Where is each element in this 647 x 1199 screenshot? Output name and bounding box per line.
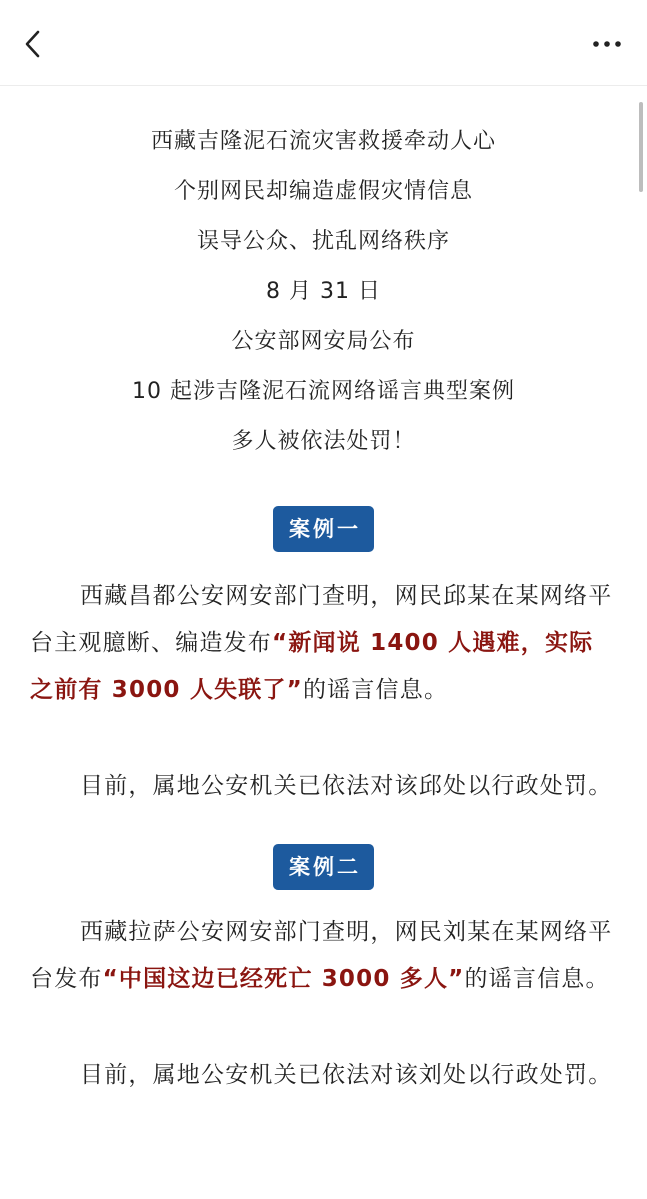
- chevron-left-icon: [18, 28, 48, 60]
- case-badge: 案例一: [273, 506, 374, 552]
- case-paragraph: [30, 909, 615, 1003]
- penalty-paragraph: 目前，属地公安机关已依法对该邱处以行政处罚。: [80, 773, 613, 799]
- rumor-quote: “新闻说 1400 人遇难，实际之前有 3000 人失联了”: [30, 630, 594, 703]
- case-paragraph: [30, 573, 615, 714]
- penalty-paragraph: 目前，属地公安机关已依法对该刘处以行政处罚。: [80, 1062, 613, 1088]
- rumor-quote: “中国这边已经死亡 3000 多人”: [102, 966, 465, 992]
- headline-line: 多人被依法处罚！: [231, 429, 416, 454]
- more-options-button[interactable]: [591, 34, 623, 54]
- case-section: [0, 844, 647, 890]
- headline-line: 10 起涉吉隆泥石流网络谣言典型案例: [132, 379, 515, 404]
- case-text: 的谣言信息。: [302, 677, 449, 703]
- more-dots-icon: [591, 34, 623, 54]
- article-headline: [0, 117, 647, 467]
- headline-line: 公安部网安局公布: [231, 329, 416, 354]
- case-section: [0, 506, 647, 552]
- headline-date: 8 月 31 日: [266, 279, 381, 304]
- case-badge: 案例二: [273, 844, 374, 890]
- case-text: 西藏拉萨公安网安部门查明，网民刘某在某网络平台发布: [30, 919, 613, 992]
- back-button[interactable]: [18, 28, 48, 60]
- headline-line: 误导公众、扰乱网络秩序: [196, 229, 450, 254]
- case-text: 的谣言信息。: [464, 966, 610, 992]
- top-nav-bar: [0, 0, 647, 86]
- case-text: 西藏昌都公安网安部门查明，网民邱某在某网络平台主观臆断、编造发布: [30, 583, 613, 656]
- headline-line: 西藏吉隆泥石流灾害救援牵动人心: [150, 129, 496, 154]
- headline-line: 个别网民却编造虚假灾情信息: [173, 179, 473, 204]
- article-body: [0, 85, 647, 1099]
